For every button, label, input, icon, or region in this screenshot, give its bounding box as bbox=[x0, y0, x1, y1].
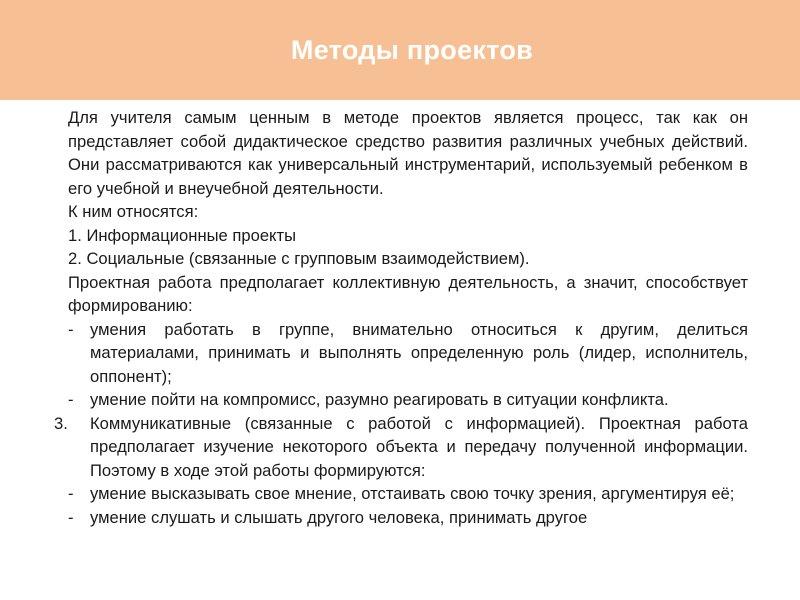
list-item-text: умение высказывать свое мнение, отстаивать свою точку зрения, аргументируя её; bbox=[90, 484, 735, 503]
project-type-1: 1. Информационные проекты bbox=[68, 225, 297, 245]
list-item bbox=[68, 388, 748, 412]
slide-body bbox=[54, 106, 748, 529]
intro-paragraph: Для учителя самым ценным в методе проектов является процесс, так как он представляет собой дидактическое средство развития различных учебных действий. Они рассматриваются как универсальный инструментарий, используемый ребенком в его учебной и внеучебной деятельности. bbox=[68, 108, 748, 198]
list-item-text: умение пойти на компромисс, разумно реагировать в ситуации конфликта. bbox=[90, 390, 669, 409]
list-item bbox=[68, 506, 748, 530]
number-marker: 3. bbox=[54, 413, 68, 433]
list-item bbox=[68, 318, 748, 389]
list-item-text: Коммуникативные (связанные с работой с информацией). Проектная работа предполагает изучение некоторого объекта и передачу полученной информации. Поэтому в ходе этой работы формируются: bbox=[90, 413, 748, 480]
list-item bbox=[68, 482, 748, 506]
slide-header bbox=[0, 0, 800, 100]
list-item bbox=[54, 412, 748, 483]
dash-marker: - bbox=[68, 484, 74, 503]
intro-list-label: К ним относятся: bbox=[68, 202, 199, 221]
social-paragraph: Проектная работа предполагает коллективную деятельность, а значит, способствует формированию: bbox=[68, 272, 748, 315]
dash-marker: - bbox=[68, 507, 74, 527]
list-item-text: умения работать в группе, внимательно относиться к другим, делиться материалами, принимать и выполнять определенную роль (лидер, исполнитель, оппонент); bbox=[90, 319, 748, 386]
dash-marker: - bbox=[68, 319, 74, 339]
project-type-2: 2. Социальные (связанные с групповым взаимодействием). bbox=[68, 249, 530, 268]
slide-title: Методы проектов bbox=[290, 34, 534, 65]
list-item-text: умение слушать и слышать другого человека, принимать другое bbox=[90, 507, 588, 527]
dash-marker: - bbox=[68, 390, 74, 409]
